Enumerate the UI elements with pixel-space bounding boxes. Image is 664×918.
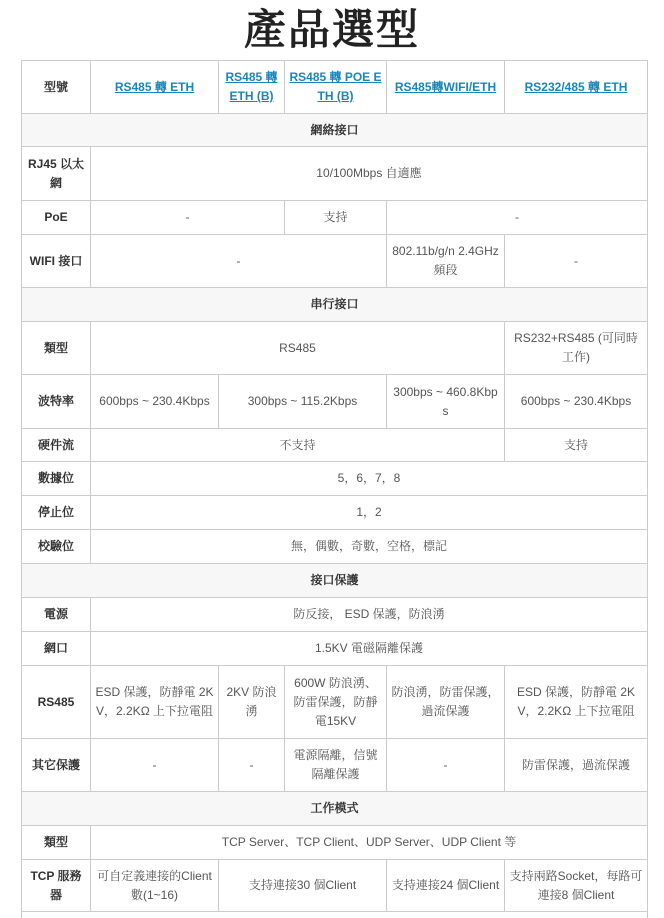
tcp-server-value: 支持兩路Socket，每路可連接8 個Client <box>505 860 648 912</box>
tcp-server-value: 可自定義連接的Client數(1~16) <box>91 860 219 912</box>
rs485-protection-value: 2KV 防浪湧 <box>219 666 285 739</box>
row-label: 電源 <box>22 598 91 632</box>
section-mode: 工作模式 <box>22 792 648 826</box>
poe-value: - <box>91 201 285 235</box>
row-label: WIFI 接口 <box>22 235 91 288</box>
row-label: 網口 <box>22 632 91 666</box>
other-protection-value: 防雷保護，過流保護 <box>505 739 648 792</box>
table-row <box>22 61 648 114</box>
row-label: RS485 <box>22 666 91 739</box>
model-cell <box>91 61 219 114</box>
table-row <box>22 598 648 632</box>
rj45-value: 10/100Mbps 自適應 <box>91 147 648 201</box>
baud-value: 300bps ~ 115.2Kbps <box>219 375 387 429</box>
other-protection-value: - <box>387 739 505 792</box>
product-selection-table <box>21 60 648 912</box>
row-label: 類型 <box>22 322 91 375</box>
section-row <box>22 114 648 147</box>
baud-value: 600bps ~ 230.4Kbps <box>505 375 648 429</box>
table-row <box>22 375 648 429</box>
model-link-rs485-eth-b[interactable]: RS485 轉 ETH (B) <box>225 70 278 103</box>
section-row <box>22 564 648 598</box>
row-label: TCP 服務器 <box>22 860 91 912</box>
table-row <box>22 739 648 792</box>
wifi-value: 802.11b/g/n 2.4GHz 頻段 <box>387 235 505 288</box>
rs485-protection-value: ESD 保護，防靜電 2KV，2.2KΩ 上下拉電阻 <box>91 666 219 739</box>
model-link-rs485-poe-eth-b[interactable]: RS485 轉 POE ETH (B) <box>289 70 382 103</box>
model-cell <box>219 61 285 114</box>
model-cell <box>387 61 505 114</box>
row-label: 類型 <box>22 826 91 860</box>
baud-value: 300bps ~ 460.8Kbps <box>387 375 505 429</box>
model-link-rs485-eth[interactable]: RS485 轉 ETH <box>114 79 195 94</box>
page-title: 產品選型 <box>243 6 420 53</box>
table-row <box>22 632 648 666</box>
poe-value: - <box>387 201 648 235</box>
stopbits-value: 1，2 <box>91 496 648 530</box>
table-row <box>22 429 648 462</box>
table-row <box>22 860 648 912</box>
table-row <box>22 826 648 860</box>
row-label: 其它保護 <box>22 739 91 792</box>
power-value: 防反接， ESD 保護，防浪湧 <box>91 598 648 632</box>
model-link-rs232-485-eth[interactable]: RS232/485 轉 ETH <box>524 79 628 94</box>
tcp-server-value: 支持連接24 個Client <box>387 860 505 912</box>
parity-value: 無，偶數，奇數，空格，標記 <box>91 530 648 564</box>
databits-value: 5，6，7，8 <box>91 462 648 496</box>
section-row <box>22 288 648 322</box>
row-label: RJ45 以太網 <box>22 147 91 201</box>
section-row <box>22 792 648 826</box>
other-protection-value: - <box>91 739 219 792</box>
flow-value: 不支持 <box>91 429 505 462</box>
row-label: 硬件流 <box>22 429 91 462</box>
row-label: 波特率 <box>22 375 91 429</box>
section-serial: 串行接口 <box>22 288 648 322</box>
section-protection: 接口保護 <box>22 564 648 598</box>
table-row <box>22 201 648 235</box>
rs485-protection-value: 600W 防浪湧、防雷保護，防靜電15KV <box>285 666 387 739</box>
netport-value: 1.5KV 電磁隔離保護 <box>91 632 648 666</box>
row-label: 校驗位 <box>22 530 91 564</box>
other-protection-value: 電源隔離，信號隔離保護 <box>285 739 387 792</box>
table-row <box>22 235 648 288</box>
wifi-value: - <box>91 235 387 288</box>
table-row <box>22 322 648 375</box>
poe-value: 支持 <box>285 201 387 235</box>
flow-value: 支持 <box>505 429 648 462</box>
rs485-protection-value: 防浪湧，防雷保護，過流保護 <box>387 666 505 739</box>
model-link-rs485-wifi-eth[interactable]: RS485轉WIFI/ETH <box>394 79 497 94</box>
model-cell <box>285 61 387 114</box>
row-label: PoE <box>22 201 91 235</box>
model-header-label: 型號 <box>22 61 91 114</box>
section-network: 網絡接口 <box>22 114 648 147</box>
serial-type-value: RS485 <box>91 322 505 375</box>
row-label: 停止位 <box>22 496 91 530</box>
wifi-value: - <box>505 235 648 288</box>
table-row <box>22 462 648 496</box>
mode-type-value: TCP Server、TCP Client、UDP Server、UDP Client 等 <box>91 826 648 860</box>
table-row <box>22 666 648 739</box>
other-protection-value: - <box>219 739 285 792</box>
table-row <box>22 496 648 530</box>
serial-type-value: RS232+RS485 (可同時工作) <box>505 322 648 375</box>
rs485-protection-value: ESD 保護，防靜電 2KV，2.2KΩ 上下拉電阻 <box>505 666 648 739</box>
table-row <box>22 530 648 564</box>
baud-value: 600bps ~ 230.4Kbps <box>91 375 219 429</box>
tcp-server-value: 支持連接30 個Client <box>219 860 387 912</box>
model-cell <box>505 61 648 114</box>
row-label: 數據位 <box>22 462 91 496</box>
table-row <box>22 147 648 201</box>
